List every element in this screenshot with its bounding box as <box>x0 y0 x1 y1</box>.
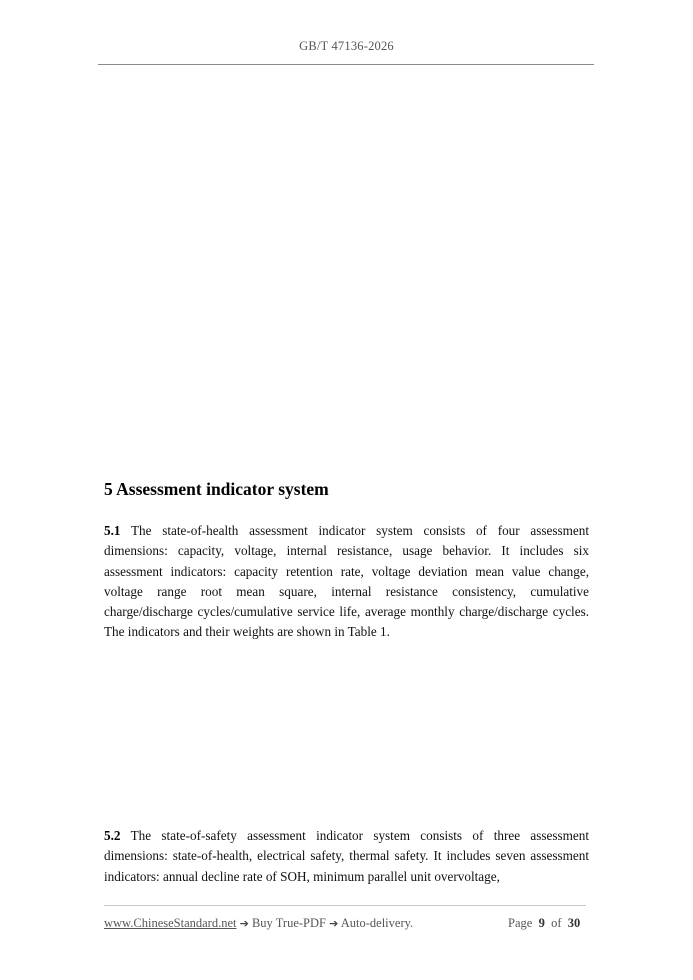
buy-true-pdf-text: Buy True-PDF <box>251 916 326 930</box>
section-heading: 5 Assessment indicator system <box>104 479 329 499</box>
header-divider <box>98 64 594 65</box>
site-link[interactable]: www.ChineseStandard.net <box>104 916 237 930</box>
footer-divider <box>104 905 586 906</box>
right-arrow-icon: ➔ <box>239 917 249 930</box>
header-standard-code: GB/T 47136-2026 <box>299 39 394 53</box>
clause-number: 5.2 <box>104 828 121 843</box>
auto-delivery-text: Auto-delivery. <box>340 916 414 930</box>
right-arrow-icon: ➔ <box>329 917 339 930</box>
clause-text: The state-of-health assessment indicator system consists of four assessment dimensions: capacity, voltage, internal resistance, usage behavior. It includes six assessment indicators: capacity retention rate, voltage deviation mean value change, voltage range root mean square, internal resistance consistency, cumulative charge/discharge cycles/cumulative service life, average monthly charge/discharge cycles. The indicators and their weights are shown in Table 1. <box>104 523 590 640</box>
clause-5-2 <box>104 826 589 887</box>
footer-promo <box>104 916 413 931</box>
clause-5-1 <box>104 521 589 643</box>
page-total: 30 <box>567 916 581 930</box>
page-of-label: of <box>551 916 562 930</box>
clause-text: The state-of-safety assessment indicator system consists of three assessment dimensions: state-of-health, electrical safety, thermal safety. It includes seven assessment indicators: annual decline rate of SOH, minimum parallel unit overvoltage, <box>104 828 590 884</box>
clause-number: 5.1 <box>104 523 121 538</box>
page-label: Page <box>508 916 533 930</box>
page-current: 9 <box>538 916 545 930</box>
page-indicator <box>508 916 580 931</box>
